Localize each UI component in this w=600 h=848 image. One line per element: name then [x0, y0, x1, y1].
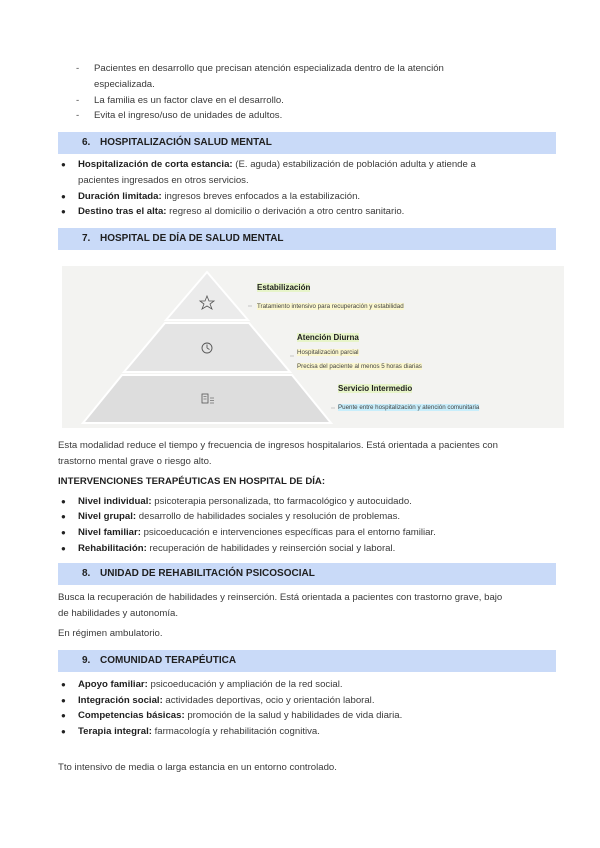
list-item: Hospitalización de corta estancia: (E. aguda) estabilización de población adulta y atiende a [78, 159, 476, 170]
pyramid-diagram [62, 266, 564, 428]
bullet: ● [61, 696, 66, 705]
section-title: HOSPITAL DE DÍA DE SALUD MENTAL [100, 233, 284, 244]
pyramid-level-3 [83, 375, 331, 423]
level-1-title: Estabilización [257, 283, 311, 292]
section-header-8 [58, 563, 556, 585]
s8-paragraph-2: En régimen ambulatorio. [58, 628, 163, 639]
bullet: ● [61, 512, 66, 521]
pyramid-svg [62, 266, 564, 428]
s7-paragraph: Esta modalidad reduce el tiempo y frecuencia de ingresos hospitalarios. Está orientada a pacientes con [58, 440, 498, 451]
level-2-title: Atención Diurna [297, 333, 359, 342]
dash-bullet: - [76, 63, 80, 74]
bullet: ● [61, 192, 66, 201]
bullet: ● [61, 160, 66, 169]
intro-item: Pacientes en desarrollo que precisan atención especializada dentro de la atención [94, 63, 444, 74]
closing-text: Tto intensivo de media o larga estancia en un entorno controlado. [58, 762, 337, 773]
dash-bullet: - [76, 95, 80, 106]
list-item: Nivel familiar: psicoeducación e intervenciones específicas para el entorno familiar. [78, 527, 436, 538]
level-3-sub: Puente entre hospitalización y atención comunitaria [338, 404, 480, 411]
list-item: Nivel individual: psicoterapia personalizada, tto farmacológico y autocuidado. [78, 496, 412, 507]
level-2-sub2: Precisa del paciente al menos 5 horas diarias [297, 363, 422, 370]
list-item-cont: pacientes ingresados en otros servicios. [78, 175, 249, 186]
section-number: 6. [82, 137, 91, 148]
section-number: 7. [82, 233, 91, 244]
section-header-7 [58, 228, 556, 250]
list-item: Rehabilitación: recuperación de habilidades y reinserción social y laboral. [78, 543, 396, 554]
bullet: ● [61, 711, 66, 720]
list-item: Apoyo familiar: psicoeducación y ampliación de la red social. [78, 679, 343, 690]
dash-bullet: - [76, 110, 80, 121]
section-header-6 [58, 132, 556, 154]
intro-item-cont: especializada. [94, 79, 155, 90]
section-header-9 [58, 650, 556, 672]
s8-paragraph: Busca la recuperación de habilidades y reinserción. Está orientada a pacientes con trastorno grave, bajo [58, 592, 503, 603]
section-title: UNIDAD DE REHABILITACIÓN PSICOSOCIAL [100, 568, 315, 579]
bullet: ● [61, 528, 66, 537]
section-title: HOSPITALIZACIÓN SALUD MENTAL [100, 137, 272, 148]
intro-item: Evita el ingreso/uso de unidades de adultos. [94, 110, 283, 121]
intro-item: La familia es un factor clave en el desarrollo. [94, 95, 284, 106]
s7-paragraph-cont: trastorno mental grave o riesgo alto. [58, 456, 212, 467]
list-item: Terapia integral: farmacología y rehabilitación cognitiva. [78, 726, 320, 737]
bullet: ● [61, 207, 66, 216]
interventions-heading: INTERVENCIONES TERAPÉUTICAS EN HOSPITAL DE DÍA: [58, 476, 326, 487]
bullet: ● [61, 544, 66, 553]
section-number: 8. [82, 568, 91, 579]
list-item: Destino tras el alta: regreso al domicilio o derivación a otro centro sanitario. [78, 206, 405, 217]
level-3-title: Servicio Intermedio [338, 384, 413, 393]
section-number: 9. [82, 655, 91, 666]
level-1-sub: Tratamiento intensivo para recuperación y estabilidad [257, 303, 404, 310]
section-title: COMUNIDAD TERAPÉUTICA [100, 655, 237, 666]
bullet: ● [61, 727, 66, 736]
list-item: Competencias básicas: promoción de la salud y habilidades de vida diaria. [78, 710, 403, 721]
level-2-sub1: Hospitalización parcial [297, 349, 359, 356]
bullet: ● [61, 497, 66, 506]
bullet: ● [61, 680, 66, 689]
list-item: Duración limitada: ingresos breves enfocados a la estabilización. [78, 191, 361, 202]
list-item: Integración social: actividades deportivas, ocio y orientación laboral. [78, 695, 375, 706]
s8-paragraph-cont: de habilidades y autonomía. [58, 608, 179, 619]
list-item: Nivel grupal: desarrollo de habilidades sociales y resolución de problemas. [78, 511, 401, 522]
